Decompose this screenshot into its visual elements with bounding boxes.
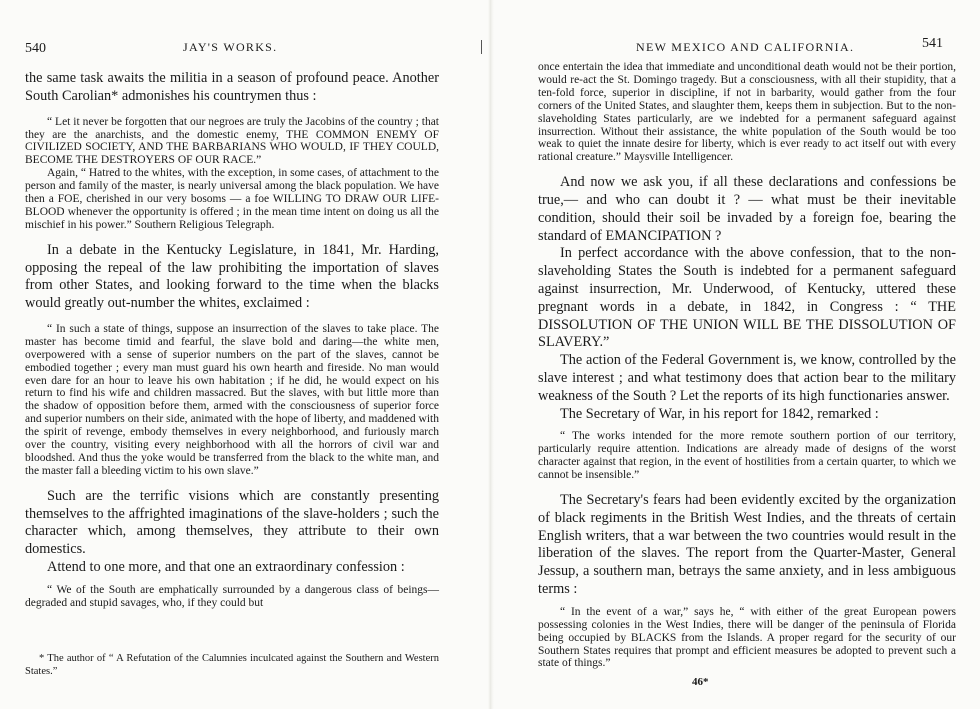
right-paragraph-1: And now we ask you, if all these declarations and confessions be true,— and who can doubt it ? — what must be their inevitable condition, should their soil be invaded by a foreign foe, bearing the standard of EMANCIPATION ?: [538, 174, 956, 244]
right-quote-2: “ The works intended for the more remote southern portion of our territory, particularly require attention. Indications are already made of designs of the worst character against that region, in the event of hostilities from a certain quarter, to which we cannot be insensible.”: [538, 430, 956, 482]
left-paragraph-4: Attend to one more, and that one an extraordinary confession :: [47, 559, 405, 575]
right-paragraph-3: The action of the Federal Government is, we know, controlled by the slave interest ; and what testimony does that action bear to the military weakness of the South ? Let the reports of its high functionaries answer.: [538, 352, 956, 404]
left-footnote: * The author of “ A Refutation of the Calumnies inculcated against the Southern and Western States.”: [25, 653, 439, 677]
left-text-column: [25, 70, 439, 610]
right-paragraph-2: In perfect accordance with the above confession, that to the non-slaveholding States the South is indebted for a permanent safeguard against insurrection, Mr. Underwood, of Kentucky, uttered these pregnant words in a debate, in 1842, in Congress : “ THE DISSOLUTION OF THE UNION WILL BE THE DISSOLUTION OF SLAVERY.”: [538, 245, 956, 351]
left-quote-2: Again, “ Hatred to the whites, with the exception, in some cases, of attachment to the person and family of the master, is nearly universal among the black population. We have then a FOE, cherished in our very bosoms — a foe WILLING TO DRAW OUR LIFE-BLOOD whenever the opportunity is offered ; in the mean time intent on doing us all the mischief in his power.” Southern Religious Telegraph.: [25, 167, 439, 231]
right-page: [494, 0, 980, 709]
right-quote-1: once entertain the idea that immediate and unconditional death would not be their portion, would re-act the St. Domingo tragedy. But a consciousness, with all their stupidity, that a ten-fold force, superior in discipline, if not in barbarity, would gather from the four corners of the United States, and slaughter them, keeps them in subjection. But to the non-slaveholding States particularly, are we indebted for a permanent safeguard against insurrection. Without their assistance, the white population of the South would be too weak to quiet the innate desire for liberty, which is ever ready to act itself out with every rational creature.” Maysville Intelligencer.: [538, 61, 956, 164]
right-quote-3: “ In the event of a war,” says he, “ with either of the great European powers possessing colonies in the West Indies, there will be danger of the peninsula of Florida being occupied by BLACKS from the Islands. A proper regard for the security of our Southern States requires that prompt and efficient measures be adopted to prevent such a state of things.”: [538, 605, 956, 670]
left-quote-3: “ In such a state of things, suppose an insurrection of the slaves to take place. The master has become timid and fearful, the slave bold and daring—the white men, overpowered with a sense of superior numbers on the part of the slaves, cannot be embodied together ; every man must guard his own hearth and fireside. No man would even dare for an hour to leave his own habitation ; if he did, he would expect on his return to find his wife and children massacred. But the slaves, with but little more than the shadow of opposition before them, armed with the consciousness of superior force and superior numbers on their side, animated with the hope of liberty, and maddened with the spirit of revenge, embody themselves in every neighborhood, and furiously march over the country, visiting every neighborhood with all the horrors of civil war and bloodshed. And thus the yoke would be transferred from the black to the white man, and the master fall a bleeding victim to his own slave.”: [25, 322, 439, 477]
right-text-column: [538, 61, 956, 670]
page-number-right: 541: [922, 36, 943, 51]
running-head-right: NEW MEXICO AND CALIFORNIA.: [636, 40, 855, 54]
page-number-left: 540: [25, 41, 46, 56]
left-paragraph-3: Such are the terrific visions which are constantly presenting themselves to the affrighted imaginations of the slave-holders ; such the character which, among themselves, they attribute to their own domestics.: [25, 487, 439, 558]
left-quote-1: “ Let it never be forgotten that our negroes are truly the Jacobins of the country ; that they are the anarchists, and the domestic enemy, THE COMMON ENEMY OF CIVILIZED SOCIETY, AND THE BARBARIANS WHO WOULD, IF THEY COULD, BECOME THE DESTROYERS OF OUR RACE.”: [25, 115, 439, 167]
running-head-left: JAY'S WORKS.: [183, 40, 278, 54]
left-paragraph-1: the same task awaits the militia in a season of profound peace. Another South Carolian* admonishes his countrymen thus :: [25, 70, 439, 104]
left-quote-4: “ We of the South are emphatically surrounded by a dangerous class of beings—degraded and stupid savages, who, if they could but: [25, 583, 439, 609]
left-paragraph-2: In a debate in the Kentucky Legislature, in 1841, Mr. Harding, opposing the repeal of the law prohibiting the importation of slaves from other States, and looking forward to the time when the blacks would greatly out-number the whites, exclaimed :: [25, 241, 439, 312]
signature-mark: 46*: [692, 676, 709, 688]
right-paragraph-5: The Secretary's fears had been evidently excited by the organization of black regiments in the British West Indies, and the threats of certain English writers, that a war between the two countries would result in the liberation of the slaves. The report from the Quarter-Master, General Jessup, a southern man, betrays the same anxiety, and in less ambiguous terms :: [538, 492, 956, 598]
right-paragraph-4: The Secretary of War, in his report for 1842, remarked :: [560, 405, 879, 422]
left-page: [0, 0, 488, 709]
